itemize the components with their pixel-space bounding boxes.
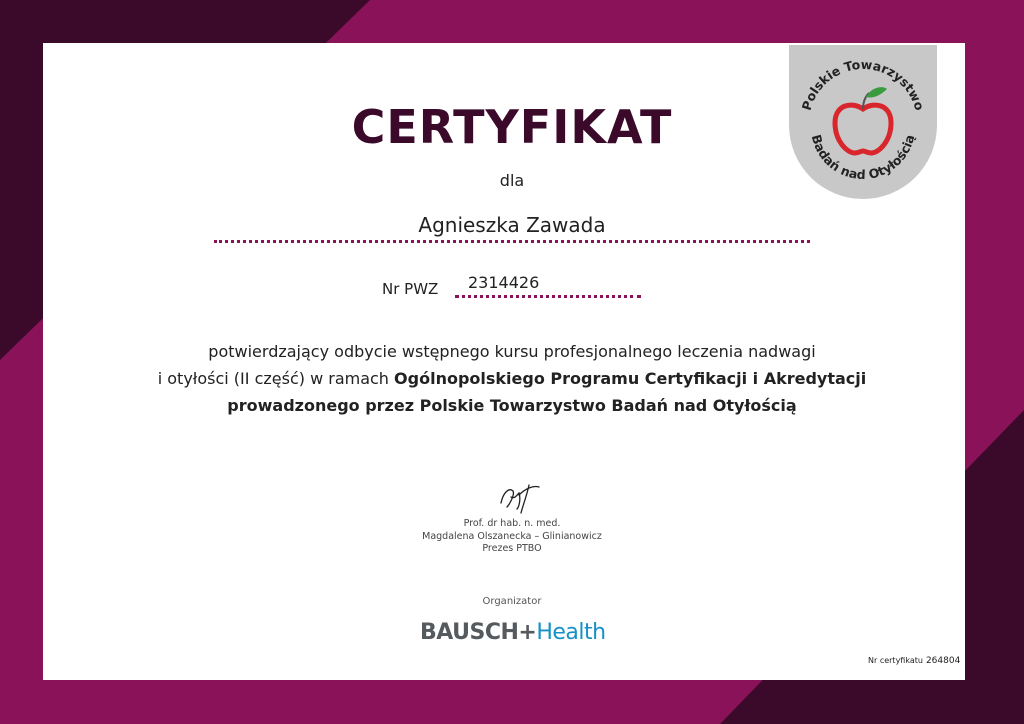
body-line-1: potwierdzający odbycie wstępnego kursu profesjonalnego leczenia nadwagi xyxy=(208,342,816,361)
seal-top-text: Polskie Towarzystwo xyxy=(798,56,928,113)
certificate-number xyxy=(868,656,960,666)
cert-number-value: 264804 xyxy=(925,656,961,666)
body-line-3-bold: prowadzonego przez Polskie Towarzystwo Badań nad Otyłością xyxy=(227,396,797,415)
signer-role: Prezes PTBO xyxy=(482,543,542,554)
for-label: dla xyxy=(499,171,525,190)
signer-name: Magdalena Olszanecka – Glinianowicz xyxy=(422,530,602,542)
body-line-2-regular: i otyłości (II część) w ramach xyxy=(157,369,395,388)
seal-bottom-text: Badań nad Otyłością xyxy=(808,132,918,183)
logo-health: Health xyxy=(536,620,606,645)
signer-block xyxy=(0,518,1024,556)
name-dotted-line xyxy=(214,240,810,243)
pwz-number: 2314426 xyxy=(468,273,540,292)
certificate-body xyxy=(0,338,1024,419)
body-line-2 xyxy=(0,365,1024,392)
body-line-3 xyxy=(0,392,1024,419)
body-line-2-bold: Ogólnopolskiego Programu Certyfikacji i Akredytacji xyxy=(394,369,867,388)
signer-title: Prof. dr hab. n. med. xyxy=(463,518,561,529)
certificate-title: CERTYFIKAT xyxy=(351,100,673,154)
cert-number-label: Nr certyfikatu xyxy=(868,656,923,665)
bausch-health-logo xyxy=(420,620,606,645)
recipient-name: Agnieszka Zawada xyxy=(418,213,606,237)
pwz-label: Nr PWZ xyxy=(382,280,439,298)
logo-bausch: BAUSCH+ xyxy=(420,620,537,645)
organizer-label: Organizator xyxy=(482,596,542,607)
pwz-dotted-line xyxy=(455,295,641,298)
signature xyxy=(495,481,545,515)
